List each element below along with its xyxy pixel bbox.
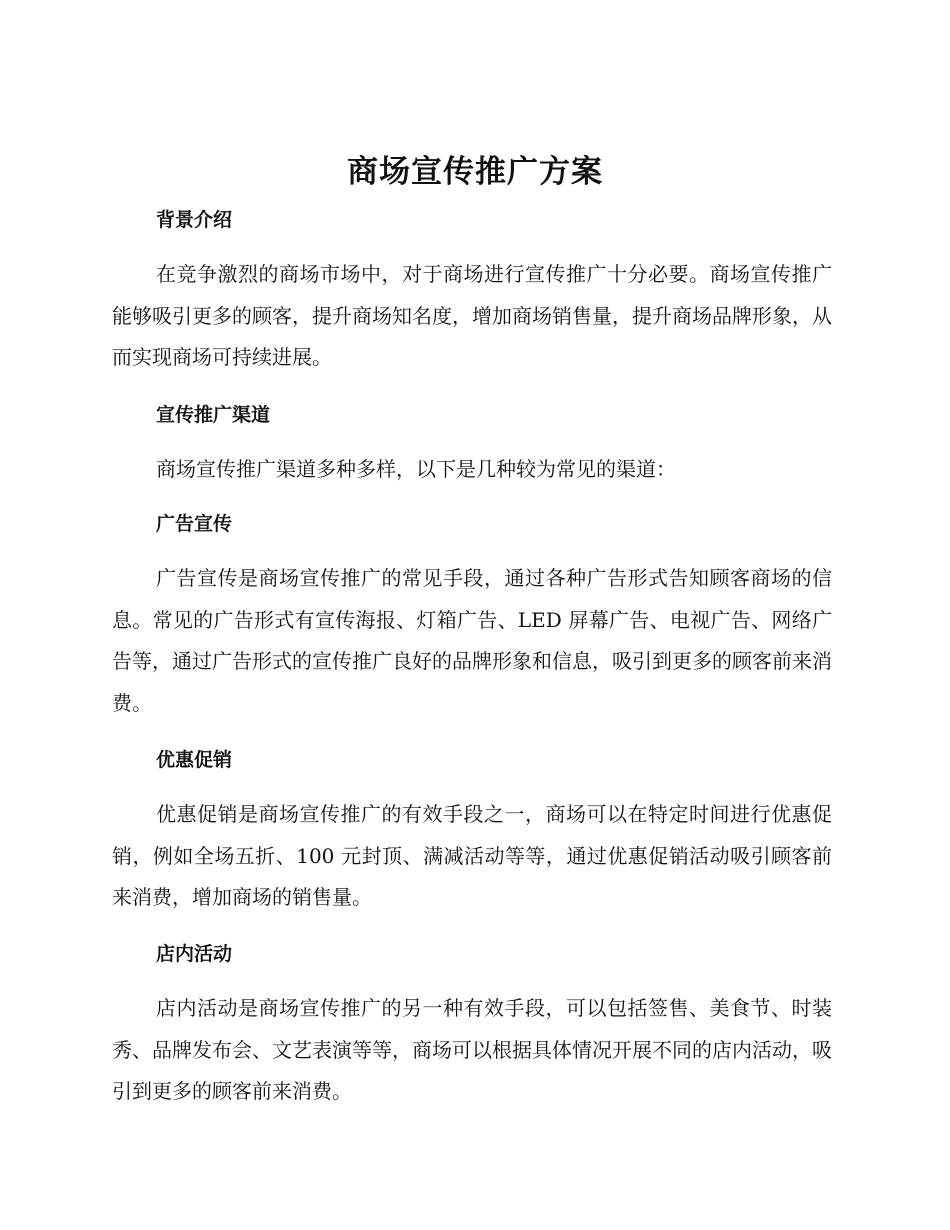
section-paragraph-background: 在竞争激烈的商场市场中，对于商场进行宣传推广十分必要。商场宣传推广能够吸引更多的顾客，提升商场知名度，增加商场销售量，提升商场品牌形象，从而实现商场可持续进展。 bbox=[112, 262, 832, 369]
document-title: 商场宣传推广方案 bbox=[347, 154, 603, 190]
section-paragraph-advertising: 广告宣传是商场宣传推广的常见手段，通过各种广告形式告知顾客商场的信息。常见的广告形式有宣传海报、灯箱广告、LED 屏幕广告、电视广告、网络广告等，通过广告形式的宣传推广良好的品牌形象和信息，吸引到更多的顾客前来消费。 bbox=[112, 566, 832, 715]
section-heading-promotions: 优惠促销 bbox=[156, 749, 233, 771]
section-heading-advertising: 广告宣传 bbox=[156, 513, 233, 535]
section-heading-background: 背景介绍 bbox=[156, 209, 233, 231]
section-heading-channels: 宣传推广渠道 bbox=[156, 404, 271, 426]
section-paragraph-promotions: 优惠促销是商场宣传推广的有效手段之一，商场可以在特定时间进行优惠促销，例如全场五折、100 元封顶、满减活动等等，通过优惠促销活动吸引顾客前来消费，增加商场的销售量。 bbox=[112, 802, 832, 909]
section-heading-in-store-events: 店内活动 bbox=[156, 943, 233, 965]
section-paragraph-channels: 商场宣传推广渠道多种多样，以下是几种较为常见的渠道： bbox=[156, 457, 676, 481]
section-paragraph-in-store-events: 店内活动是商场宣传推广的另一种有效手段，可以包括签售、美食节、时装秀、品牌发布会、文艺表演等等，商场可以根据具体情况开展不同的店内活动，吸引到更多的顾客前来消费。 bbox=[112, 996, 832, 1103]
